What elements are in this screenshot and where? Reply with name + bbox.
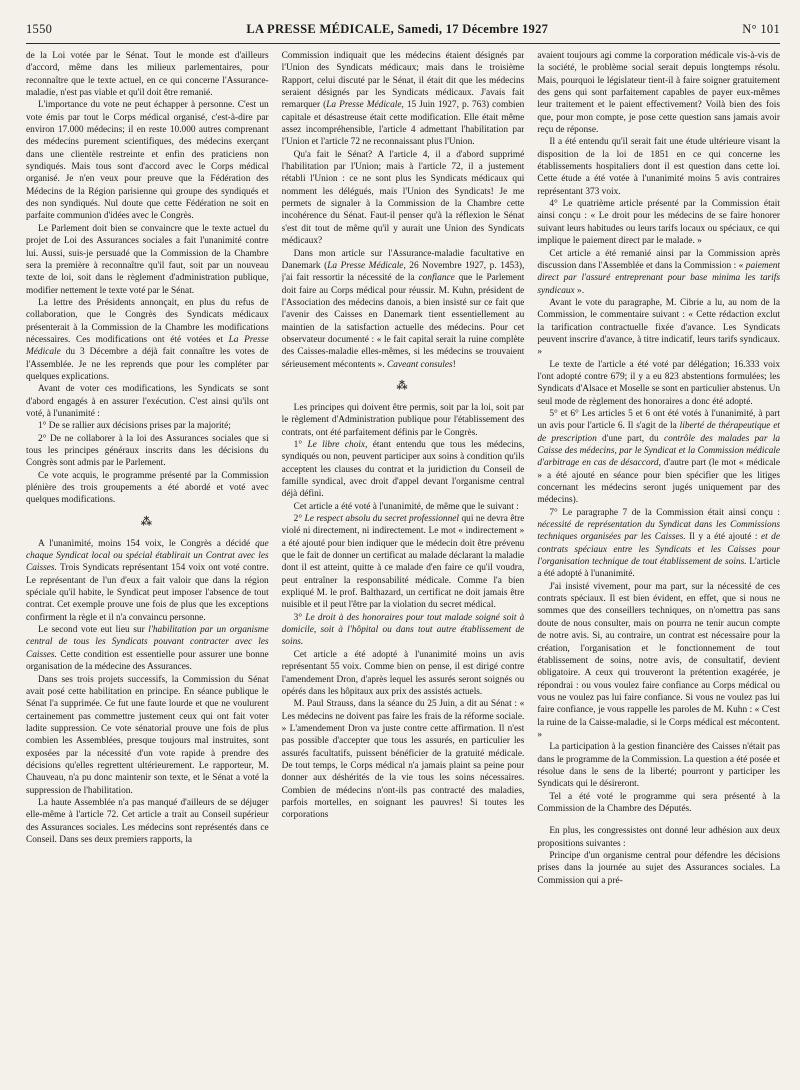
paragraph: avaient toujours agi comme la corporation médicale vis-à-vis de la société, le problème social serait depuis longtemps résolu. Mais, pourquoi le législateur tient-il à faire soigner gratuitement des gens qui sont parfaitement capables de payer eux-mêmes leur traitement et le paient effectivement? Voilà bien des fois que, pour mon compte, je pose cette question sans jamais avoir reçu de réponse. [537,51,781,136]
italic-run: Le respect absolu du secret professionnel [304,514,460,525]
paragraph: La haute Assemblée n'a pas manqué d'ailleurs de se déjuger elle-même à l'article 72. Cet article a trait au Conseil supérieur des Assurances sociales. Les médecins sont représentés dans ce Conseil. Dans ses deux premiers rapports, la [26,797,269,845]
paragraph: Cet article a été voté à l'unanimité, de même que le suivant : [293,501,519,512]
journal-ref: La Presse Médicale [326,100,402,111]
italic-run: Le droit à des honoraires pour tout malade soigné soit à domicile, soit à l'hôpital ou dans tout autre établissement de soins. [281,612,525,648]
paragraph: Qu'a fait le Sénat? A l'article 4, il a d'abord supprimé l'habilitation par l'Union; mais à l'article 72, il a justement rétabli l'Union : ce ne sont plus les Syndicats médicaux qui nomment les délégués, mais l'Union des Syndicats! Je me permets de signaler à la Commission de la Chambre cette incohérence du Sénat. Faut-il penser qu'à la réflexion le Sénat s'est dit tout de même qu'il y aurait une Union des Syndicats médicaux? [281,149,525,247]
paragraph: de la Loi votée par le Sénat. Tout le monde est d'ailleurs d'accord, même dans les milieux parlementaires, pour reconnaître que le texte actuel, en ce qui concerne l'Assurance-maladie, n'est pas viable et qu'il doit être remanié. [26,51,269,99]
page-number: 1550 [26,22,53,36]
paragraph: M. Paul Strauss, dans la séance du 25 Juin, a dit au Sénat : « Les médecins ne doivent pas faire les frais de la réforme sociale. » L'amendement Dron va juste contre cette affirmation. Il n'est pas possible d'accepter que tous les assurés, en particulier les assurés facultatifs, puissent bénéficier de la gratuité médicale. De tout temps, le Corps médical n'a jamais plaint sa peine pour donner aux déshérités de la vie tous les soins nécessaires. Combien de médecins n'ont-ils pas contracté des maladies, parfois mortelles, en soignant les pauvres! Si toutes les corporations [281,699,525,821]
text-run: 1° [293,439,308,450]
paragraph [26,297,269,383]
column-1 [26,50,269,1090]
text-run: Il y a été ajouté : [685,532,761,543]
journal-title: LA PRESSE MÉDICALE, Samedi, 17 Décembre 1927 [246,22,549,36]
paragraph [537,248,780,297]
paragraph: En plus, les congressistes ont donné leur adhésion aux deux propositions suivantes : [537,826,781,849]
text-run: , d'autre part (le mot « médicale » a été ajouté en séance pour bien spécifier que les litiges concernant les médecins seront jugés uniquement par des médecins). [537,458,781,506]
issue-number: N° 101 [742,22,780,36]
paragraph: Le texte de l'article a été voté par délégation; 16.333 voix l'ont adopté contre 679; il y a eu 823 abstentions formulées; les Syndicats d'Alsace et Moselle se sont en particulier abstenus. Un seul mode de règlement des honoraires a donc été adopté. [537,359,781,407]
italic-run: Le libre choix [307,439,366,450]
paragraph [282,50,525,149]
paragraph: Le Parlement doit bien se convaincre que le texte actuel du projet de Loi des Assurances sociales a fait l'unanimité contre lui. Aussi, suis-je persuadé que la Commission de la Chambre sera la première à reconnaître qu'il faut, soit par un nouveau texte de loi, soit dans le règlement d'administration publique, modifier nettement le texte voté par le Sénat. [26,223,269,296]
text-run: 3° [293,612,306,623]
italic-run: que chaque Syndicat local ou spécial établirait un Contrat avec les Caisses. [26,538,269,574]
paragraph: Il a été entendu qu'il serait fait une étude ultérieure visant la disposition de la loi de 1851 en ce qui concerne les établissements hospitaliers dont il est question dans cette loi. Cette étude a été votée à l'unanimité moins 5 avis contraires représentant 373 voix. [537,137,781,197]
text-run: La lettre des Présidents annonçait, en plus du refus de collaboration, que le Congrès des Syndicats médicaux présenterait à la Commission de la Chambre les modifications nécessaires. Ces modifications ont été votées et [26,297,269,345]
italic-run: paiement direct par l'assuré entreprenant pour base minima les tarifs syndicaux [537,260,781,296]
italic-run: et de contrats spéciaux entre les Syndicats et les Caisses pour l'organisation technique de tout établissement de soins. [537,532,781,568]
paragraph: Avant de voter ces modifications, les Syndicats se sont d'abord engagés à en assurer l'exécution. C'est ainsi qu'ils ont voté, à l'unanimité : [26,384,269,419]
text-run: 5° et 6° Les articles 5 et 6 ont été votés à l'unanimité, à part un avis pour l'article 6. Il s'agit de la [537,408,781,432]
text-run: que le Parlement doit faire au Corps médical pour réussir. M. Kuhn, président de l'Association des médecins danois, a bien insisté sur ce fait que l'avenir des Caisses en Danemark tient essentiellement au maintien de la satisfaction actuelle des médecins. Pour cet observateur documenté : « le fait capital serait la ruine complète des Caisses-maladie elles-mêmes, si les médecins se trouvaient sérieusement mécontents ». [281,273,525,370]
paragraph [26,538,269,624]
text-run: 7° Le paragraphe 7 de la Commission était ainsi conçu : [549,507,781,518]
paragraph: L'importance du vote ne peut échapper à personne. C'est un vote émis par tout le Corps médical organisé, c'est-à-dire par environ 17.000 médecins; il en reste 10.000 autres comprenant des médecins purement scientifiques, des médecins exerçant dans une clientèle restreinte et enfin des praticiens non syndiqués. Mais tous sont d'accord avec le Corps médical organisé. Je n'en veux pour preuve que la Fédération des Médecins de la Région parisienne qui groupe des syndiqués et des non syndiqués. Nul doute que cette Fédération ne soit en parfaite communion d'idées avec le Congrès. [26,100,269,222]
journal-ref: La Presse Médicale [26,334,269,358]
text-run: Cette condition est essentielle pour assurer une bonne organisation de la médecine des Assurances. [26,649,269,673]
paragraph: Avant le vote du paragraphe, M. Cibrie a lu, au nom de la Commission, le commentaire suivant : « Cette rédaction exclut la tarification contractuelle fixée d'avance. Les Syndicats peuvent inscrire d'avance, à titre indicatif, leurs tarifs syndicaux. » [537,297,781,358]
italic-run: contrôle des malades par la Caisse des médecins, par le Syndicat et la Commission médicale d'arbitrage en cas de désaccord [537,433,781,469]
text-run: Cet article a été remanié ainsi par la Commission après discussion dans l'Assemblée et dans la Commission : « [537,248,781,271]
paragraph [282,439,525,501]
text-run: , 15 Juin 1927, p. 763) combien capitale et désastreuse était cette modification. Elle était même assez incompréhensible, l'article 4 admettant l'habilitation par l'Union et l'article 72 ne reconnaissant plus l'Union. [281,100,525,148]
paragraph [282,513,525,612]
text-run: , étant entendu que tous les médecins, syndiqués ou non, peuvent participer aux soins à condition qu'ils acceptent les clauses du contrat et la juridiction du Conseil de famille syndical, avec droit d'appel devant l'organisme central déjà défini. [281,439,525,500]
text-run: A l'unanimité, moins 154 voix, le Congrès a décidé [38,538,256,549]
paragraph: 4° Le quatrième article présenté par la Commission était ainsi conçu : « Le droit pour les médecins de se faire honorer suivant leurs habitudes ou leurs tarifs locaux ou spéciaux, ce qui implique le paiement direct par le malade. » [537,199,781,247]
paragraph: Ce vote acquis, le programme présenté par la Commission plénière des trois groupements a été abordé et voté avec quelques modifications. [26,470,269,506]
paragraph [282,612,525,649]
section-separator: ⁂ [140,515,154,528]
paragraph: 2° De ne collaborer à la loi des Assurances sociales que si tous les principes généraux inscrits dans les décisions du Congrès sont admis par le Parlement. [26,433,269,469]
paragraph: Dans ses trois projets successifs, la Commission du Sénat avait posé cette habilitation en principe. En séance publique le Sénat l'a supprimée. Ce fut une faute lourde et que ne voulurent certainement pas commettre justement ceux qui ont fait voter ladite suppression. Ce vote sénatorial prouve une fois de plus combien les Assemblées, presque toujours mal instruites, sont exposées par la nécessité d'un vote rapide à prendre des décisions qu'elles regrettent ultérieurement. Le rapporteur, M. Chauveau, n'a pu donc maintenir son texte, et le Sénat a voté la suppression de l'habilitation. [26,674,269,796]
text-run: ». [574,285,585,296]
italic-run: liberté de thérapeutique et de prescription [537,421,781,444]
journal-ref: La Presse Médicale [327,260,404,271]
article-columns [26,50,780,1090]
paragraph: 1° De se rallier aux décisions prises par la majorité; [38,421,231,432]
page-header [26,22,780,44]
italic-run: confiance [418,273,455,284]
paragraph: Les principes qui doivent être permis, soit par la loi, soit par le règlement d'Administration publique pour l'établissement des contrats, ont été parfaitement définis par le Congrès. [281,402,525,438]
italic-run: l'habilitation par un organisme central de tous les Syndicats pouvant contracter avec les Caisses. [26,625,269,660]
paragraph: La participation à la gestion financière des Caisses n'était pas dans le programme de la Commission. La question a été posée et résolue dans le sens de la liberté; pourront y participer les Syndicats qui le désireront. [537,742,781,790]
text-run: qui ne devra être violé ni directement, ni indirectement. Le mot « indirectement » a été ajouté pour bien indiquer que le médecin doit être prévenu que le fait de donner un certificat au malade déclarant la maladie dont il est atteint, quitte à ce malade d'en faire ce qu'il voudra, peut entraîner la responsabilité médicale. Comme l'a bien expliqué M. le prof. Balthazard, un certificat ne doit jamais être nuisible et il peut l'être par la violation du secret médical. [281,514,525,611]
text-run: Dans mon article sur l'Assurance-maladie facultative en Danemark ( [281,248,525,271]
paragraph [537,408,780,507]
column-2 [282,50,525,1090]
text-run: 2° [293,514,305,525]
text-run: , 26 Novembre 1927, p. 1453), j'ai fait ressortir la nécessité de la [281,260,525,284]
paragraph [282,248,525,371]
text-run: Trois Syndicats représentant 154 voix ont voté contre. Le représentant de l'un d'eux a fait valoir que dans la région spéciale qu'il habite, le Syndicat peut imposer l'absence de tout contrat. Cet exemple prouve une fois de plus que les exceptions confirment la règle et il n'a convaincu personne. [26,563,269,623]
paragraph [537,507,780,581]
paragraph: Tel a été voté le programme qui sera présenté à la Commission de la Chambre des Députés. [537,791,781,814]
text-run: ! [452,359,456,370]
column-3 [537,50,780,1090]
paragraph: Principe d'un organisme central pour défendre les décisions prises dans la journée au sujet des Assurances sociales. La Commission qui a pré- [537,851,781,886]
text-run: Le second vote eut lieu sur [38,625,149,636]
text-run: L'article a été adopté à l'unanimité. [537,557,781,580]
section-separator: ⁂ [396,379,410,392]
text-run: d'une part, du [596,433,664,444]
italic-run: Caveant consules [387,359,453,370]
text-run: Commission indiquait que les médecins étaient désignés par l'Union des Syndicats médicaux; mais dans le troisième Rapport, celui discuté par le Sénat, il était dit que les médecins seraient désignés par les Syndicats médicaux. J'avais fait remarquer ( [281,51,525,111]
paragraph: Cet article a été adopté à l'unanimité moins un avis représentant 55 voix. Comme bien on pense, il est dirigé contre l'amendement Dron, d'après lequel les assurés seront soignés ou opérés dans les hôpitaux aux prix des assistés actuels. [281,649,525,697]
paragraph [26,624,269,673]
paragraph: J'ai insisté vivement, pour ma part, sur la nécessité de ces contrats spéciaux. Il est bien évident, en effet, que si nous ne sommes que des conseillers techniques, on n'omettra pas sans doute de nous consulter, mais on pourra ne tenir aucun compte de notre avis. Si, au contraire, un contrat est nécessaire pour la création, l'organisation et le fonctionnement de tout établissement de soins, notre avis, de consultatif, devient obligatoire. A ceux qui trouveront la prétention exagérée, je répondrai : ou vous voulez faire confiance au Corps médical ou vous ne voulez pas lui faire confiance. Si vous ne voulez pas lui faire confiance, je vous rappelle les paroles de M. Kuhn : « C'est la ruine de la Caisse-maladie, si le Corps médical est mécontent. » [537,581,781,740]
italic-run: nécessité de représentation du Syndicat dans les Commissions techniques organisées par les Caisses. [537,520,781,543]
text-run: du 3 Décembre a déjà fait connaître les votes de l'Assemblée. Je ne les reprends que pour les compléter par quelques explications. [26,347,269,382]
